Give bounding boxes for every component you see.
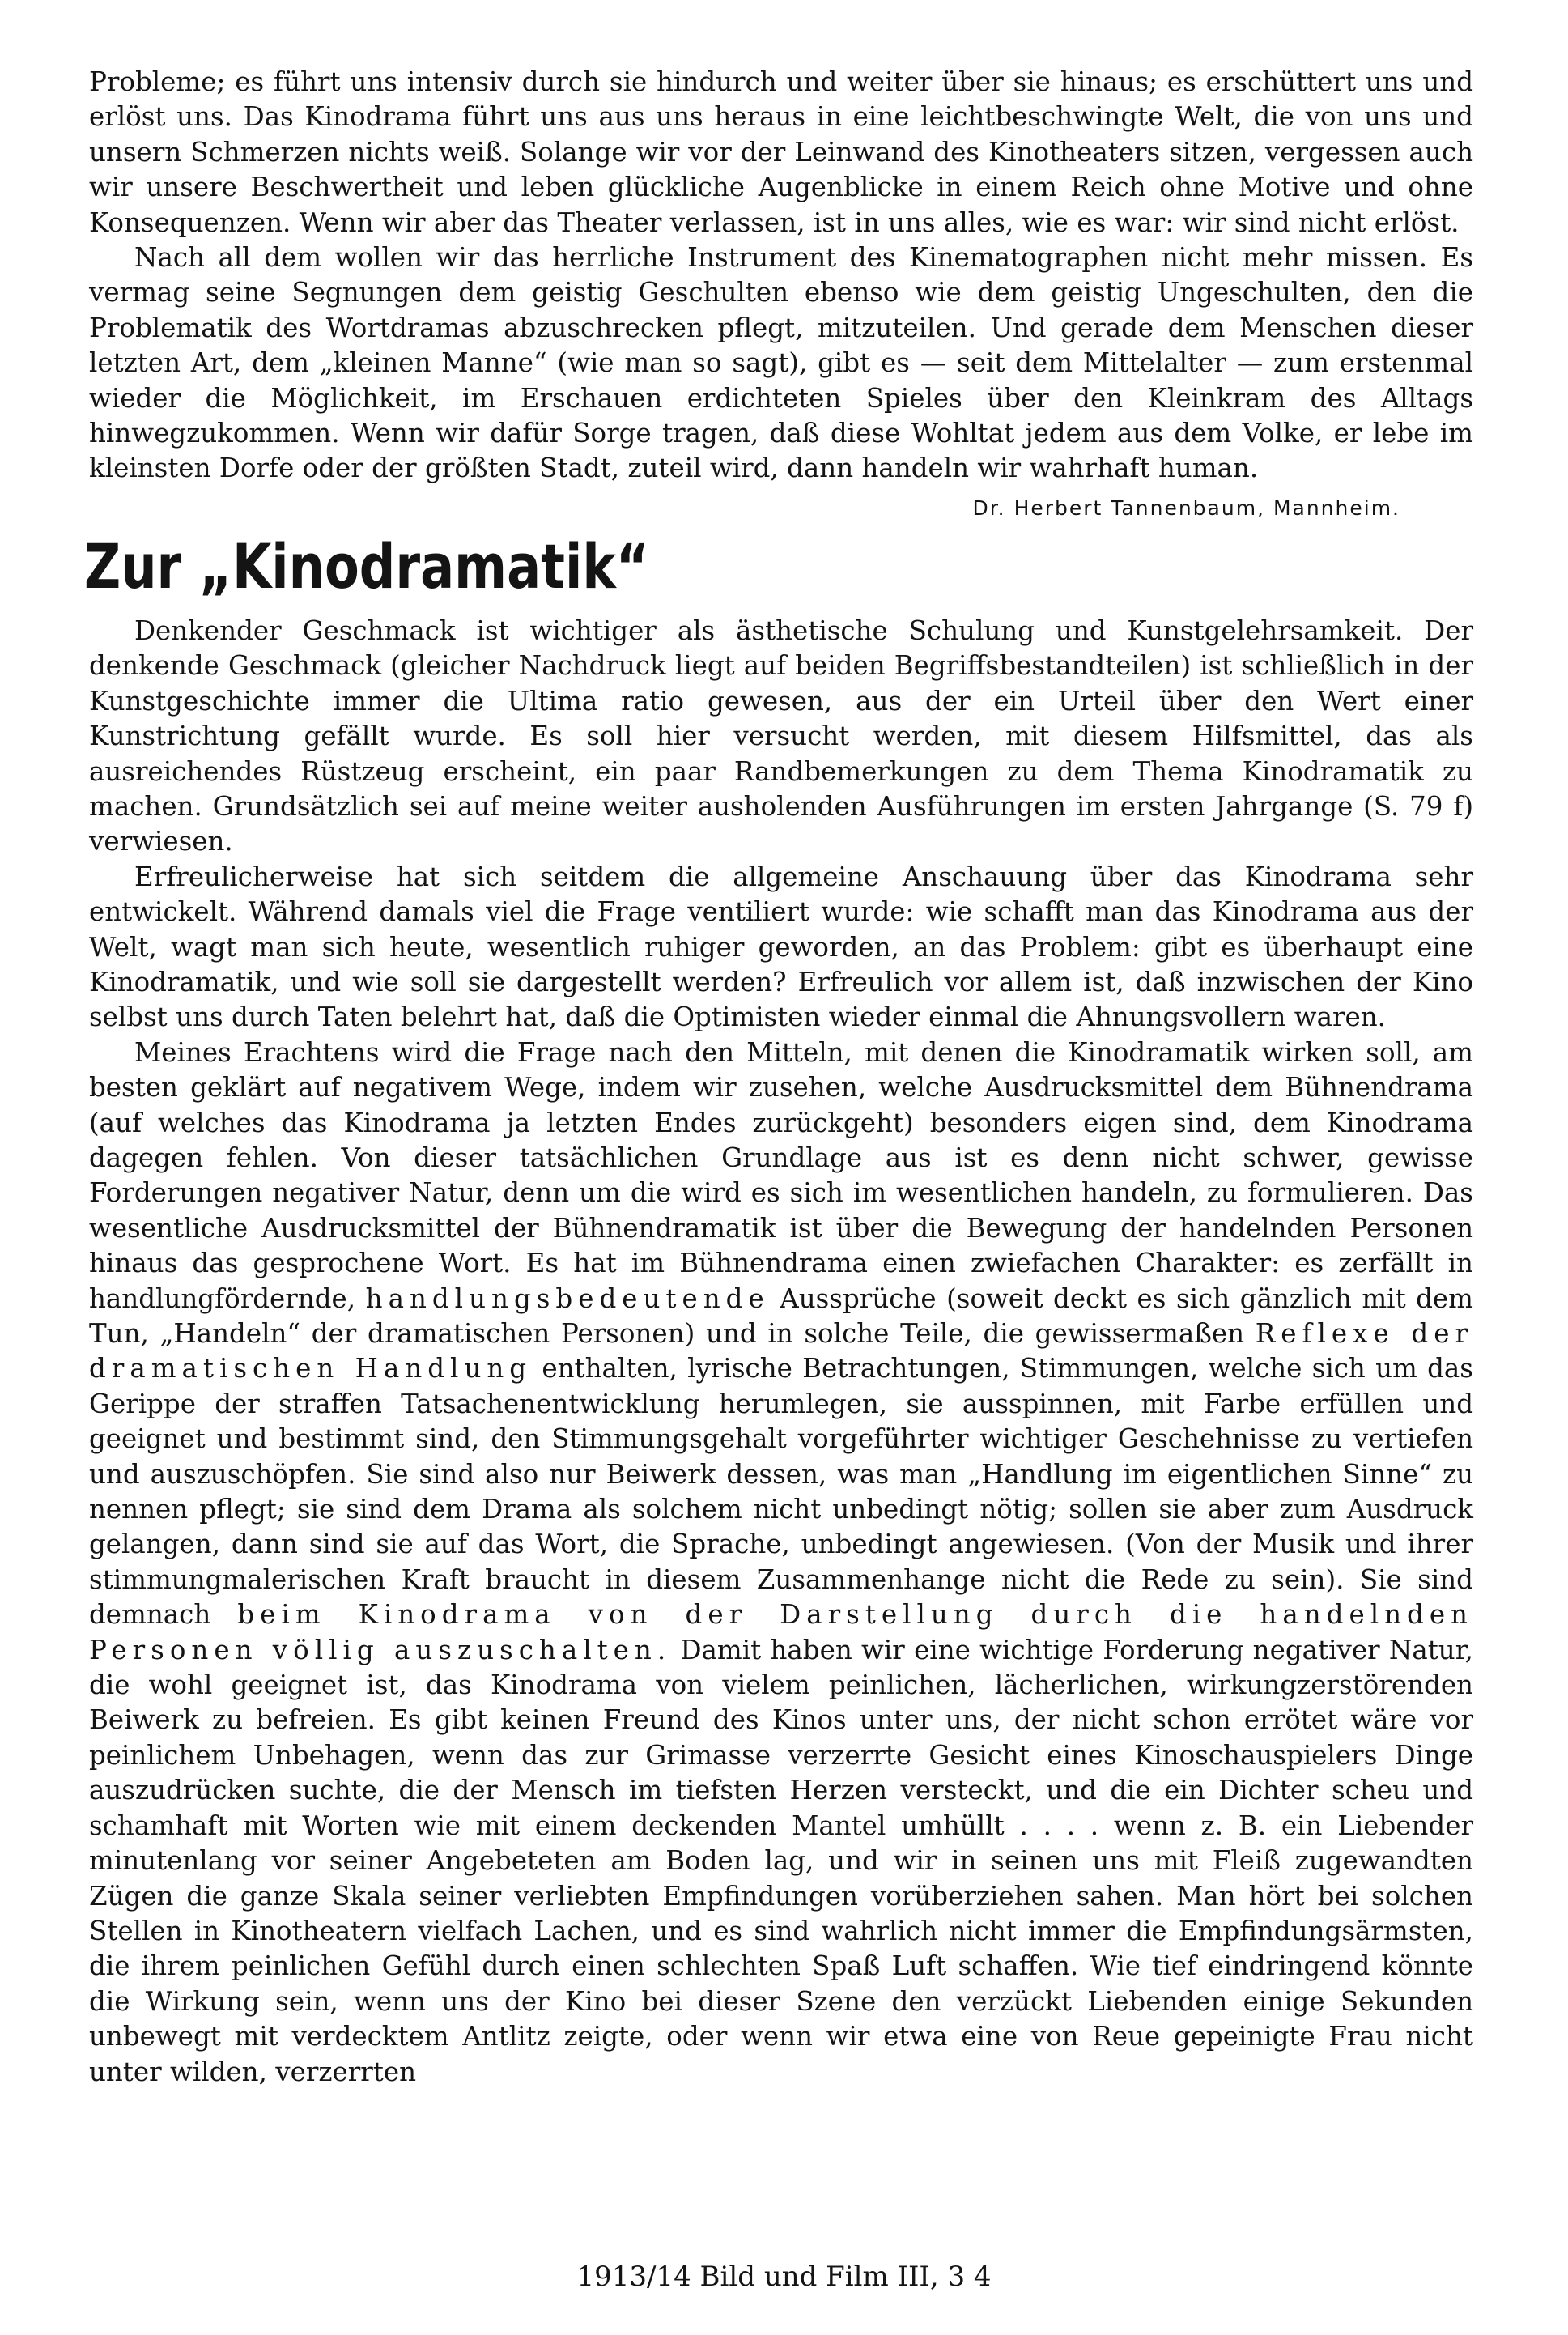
paragraph-text: enthalten, lyrische Betrachtungen, Stimmungen, welche sich um das Gerippe der straffen Tatsachenentwicklung herumlegen, sie ausspinnen, mit Farbe erfüllen und geeignet und bestimmt sind, den Stimmungsgehalt vorgeführter wichtiger Geschehnisse zu vertiefen und auszuschöpfen. Sie sind also nur Beiwerk dessen, was man „Handlung im eigentlichen Sinne“ zu nennen pflegt; sie sind dem Drama als solchem nicht unbedingt nötig; sollen sie aber zum Ausdruck gelangen, dann sind sie auf das Wort, die Sprache, unbedingt angewiesen. (Von der Musik und ihrer stimmungmalerischen Kraft braucht in diesem Zusammenhange nicht die Rede zu sein). Sie sind demnach (89, 1353, 1473, 1631)
author-signature: Dr. Herbert Tannenbaum, Mannheim. (972, 495, 1400, 520)
page-body (84, 65, 1473, 2090)
paragraph-text: Aussprüche (soweit deckt es sich gänzlich mit dem Tun, „Handeln“ der dramatischen Personen) und in solche Teile, die gewissermaßen (89, 1282, 1473, 1349)
paragraph-text: Damit haben wir eine wichtige Forderung negativer Natur, die wohl geeignet ist, das Kinodrama von vielem peinlichen, lächerlichen, wirkungzerstörenden Beiwerk zu befreien. Es gibt keinen Freund des Kinos unter uns, der nicht schon errötet wäre vor peinlichem Unbehagen, wenn das zur Grimasse verzerrte Gesicht eines Kinoschauspielers Dinge auszudrücken suchte, die der Mensch im tiefsten Herzen versteckt, und die ein Dichter scheu und schamhaft mit Worten wie mit einem deckenden Mantel umhüllt . . . . wenn z. B. ein Liebender minutenlang vor seiner Angebeteten am Boden lag, und wir in seinen uns mit Fleiß zugewandten Zügen die ganze Skala seiner verliebten Empfindungen vorüberziehen sahen. Man hört bei solchen Stellen in Kinotheatern vielfach Lachen, und es sind wahrlich nicht immer die Empfindungsärmsten, die ihrem peinlichen Gefühl durch einen schlechten Spaß Luft schaffen. Wie tief eindringend könnte die Wirkung sein, wenn uns der Kino bei dieser Szene den verzückt Liebenden einige Sekunden unbewegt mit verdecktem Antlitz zeigte, oder wenn wir etwa eine von Reue gepeinigte Frau nicht unter wilden, verzerrten (89, 1634, 1473, 2087)
emphasized-text: Reflexe der dramatischen Handlung (89, 1318, 1473, 1384)
emphasized-text: beim Kinodrama von der Darstellung durch die handelnden Personen völlig auszuschalten. (89, 1599, 1473, 1665)
paragraph-text: Meines Erachtens wird die Frage nach den Mitteln, mit denen die Kinodramatik wirken soll, am besten geklärt auf negativem Wege, indem wir zusehen, welche Ausdrucksmittel dem Bühnendrama (auf welches das Kinodrama ja letzten Endes zurückgeht) besonders eigen sind, dem Kinodrama dagegen fehlen. Von dieser tatsächlichen Grundlage aus ist es denn nicht schwer, gewisse Forderungen negativer Natur, denn um die wird es sich im wesentlichen handeln, zu formulieren. Das wesentliche Ausdrucksmittel der Bühnendramatik ist über die Bewegung der handelnden Personen hinaus das gesprochene Wort. Es hat im Bühnendrama einen zwiefachen Charakter: es zerfällt in handlungfördernde, (89, 1036, 1473, 1314)
article-paragraph-3 (89, 1036, 1473, 2090)
intro-paragraph-2: Nach all dem wollen wir das herrliche Instrument des Kinematographen nicht mehr missen. Es vermag seine Segnungen dem geistig Geschulten ebenso wie dem geistig Ungeschulten, den die Problematik des Wortdramas abzuschrecken pflegt, mitzuteilen. Und gerade dem Menschen dieser letzten Art, dem „kleinen Manne“ (wie man so sagt), gibt es — seit dem Mittelalter — zum erstenmal wieder die Möglichkeit, im Erschauen erdichteten Spieles über den Kleinkram des Alltags hinwegzukommen. Wenn wir dafür Sorge tragen, daß diese Wohltat jedem aus dem Volke, er lebe im kleinsten Dorfe oder der größten Stadt, zuteil wird, dann handeln wir wahrhaft human. (89, 242, 1473, 484)
intro-paragraph-1: Probleme; es führt uns intensiv durch sie hindurch und weiter über sie hinaus; es erschüttert uns und erlöst uns. Das Kinodrama führt uns aus uns heraus in eine leichtbeschwingte Welt, die von uns und unsern Schmerzen nichts weiß. Solange wir vor der Leinwand des Kinotheaters sitzen, vergessen auch wir unsere Beschwertheit und leben glückliche Augenblicke in einem Reich ohne Motive und ohne Konsequenzen. Wenn wir aber das Theater verlassen, ist in uns alles, wie es war: wir sind nicht erlöst. (89, 66, 1473, 238)
article-paragraph-1: Denkender Geschmack ist wichtiger als ästhetische Schulung und Kunstgelehrsamkeit. Der denkende Geschmack (gleicher Nachdruck liegt auf beiden Begriffsbestandteilen) ist schließlich in der Kunstgeschichte immer die Ultima ratio gewesen, aus der ein Urteil über den Wert einer Kunstrichtung gefällt wurde. Es soll hier versucht werden, mit diesem Hilfsmittel, das als ausreichendes Rüstzeug erscheint, ein paar Randbemerkungen zu dem Thema Kinodramatik zu machen. Grundsätzlich sei auf meine weiter ausholenden Ausführungen im ersten Jahrgange (S. 79 f) verwiesen. (89, 615, 1473, 857)
article-paragraph-2: Erfreulicherweise hat sich seitdem die allgemeine Anschauung über das Kinodrama sehr entwickelt. Während damals viel die Frage ventiliert wurde: wie schafft man das Kinodrama aus der Welt, wagt man sich heute, wesentlich ruhiger geworden, an das Problem: gibt es überhaupt eine Kinodramatik, und wie soll sie dargestellt werden? Erfreulich vor allem ist, daß inzwischen der Kino selbst uns durch Taten belehrt hat, daß die Optimisten wieder einmal die Ahnungsvollern waren. (89, 861, 1473, 1033)
page-footer: 1913/14 Bild und Film III, 3 4 (576, 2261, 992, 2293)
emphasized-text: handlungsbedeutende (365, 1282, 770, 1314)
article-heading: Zur „Kinodramatik“ (84, 530, 649, 602)
